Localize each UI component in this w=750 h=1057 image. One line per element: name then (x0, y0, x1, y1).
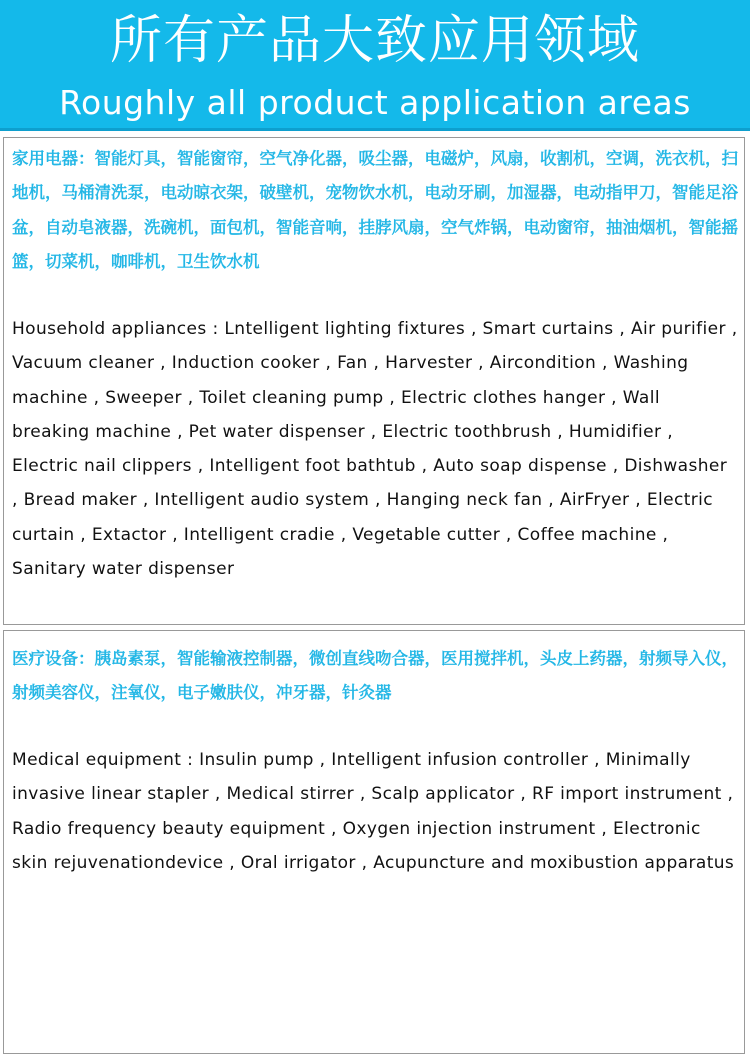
medical-equipment-panel (3, 630, 745, 1054)
medical-equipment-chinese-text: 医疗设备：胰岛素泵，智能输液控制器，微创直线吻合器，医用搅拌机，头皮上药器，射频导入仪，射频美容仪，注氧仪，电子嫩肤仪，冲牙器，针灸器 (12, 649, 738, 703)
banner-header (0, 0, 750, 131)
household-appliances-panel (3, 137, 745, 625)
page-title-english: Roughly all product application areas (59, 83, 691, 122)
page-title-chinese: 所有产品大致应用领域 (109, 11, 640, 71)
household-appliances-english-text: Household appliances : Lntelligent lighting fixtures , Smart curtains , Air purifier , Vacuum cleaner , Induction cooker , Fan , Harvester , Aircondition , Washing machine , Sweeper , Toilet cleaning pump , Electric clothes hanger , Wall breaking machine , Pet water dispenser , Electric toothbrush , Humidifier , Electric nail clippers , Intelligent foot bathtub , Auto soap dispense , Dishwasher , Bread maker , Intelligent audio system , Hanging neck fan , AirFryer , Electric curtain , Extactor , Intelligent cradie , Vegetable cutter , Coffee machine , Sanitary water dispenser (12, 319, 738, 580)
medical-equipment-english-text: Medical equipment : Insulin pump , Intelligent infusion controller , Minimally invasive linear stapler , Medical stirrer , Scalp applicator , RF import instrument , Radio frequency beauty equipment , Oxygen injection instrument , Electronic skin rejuvenationdevice , Oral irrigator , Acupuncture and moxibustion apparatus (12, 750, 735, 873)
household-appliances-chinese-text: 家用电器：智能灯具，智能窗帘，空气净化器，吸尘器，电磁炉，风扇，收割机，空调，洗衣机，扫地机，马桶清洗泵，电动晾衣架，破壁机，宠物饮水机，电动牙刷，加湿器，电动指甲刀，智能足浴盆，自动皂液器，洗碗机，面包机，智能音响，挂脖风扇，空气炸锅，电动窗帘，抽油烟机，智能摇篮，切菜机，咖啡机，卫生饮水机 (12, 149, 738, 271)
